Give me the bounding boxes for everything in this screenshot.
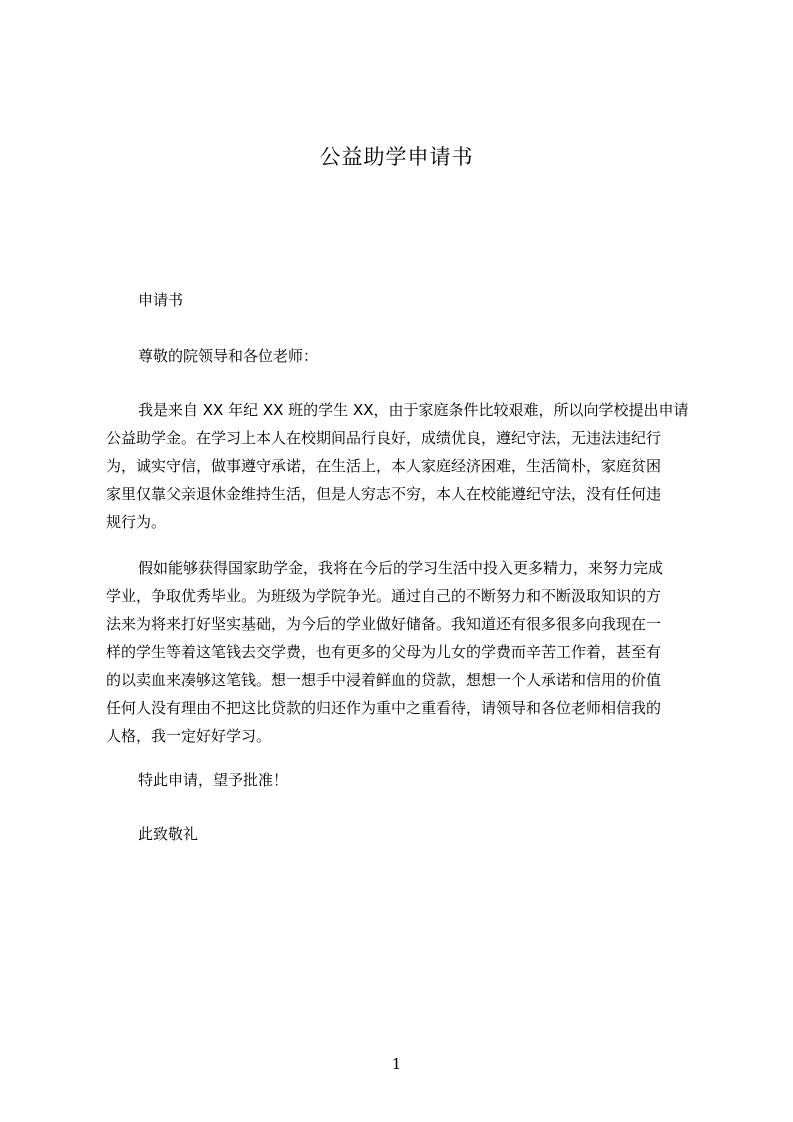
paragraph-1 [106, 396, 700, 536]
paragraph-1-line: 为，诚实守信，做事遵守承诺，在生活上，本人家庭经济困难，生活简朴，家庭贫困 [106, 457, 662, 475]
paragraph-2-line: 任何人没有理由不把这比贷款的归还作为重中之重看待，请领导和各位老师相信我的 [106, 699, 662, 717]
paragraph-1-line: 公益助学金。在学习上本人在校期间品行良好，成绩优良，遵纪守法，无违法违纪行 [106, 429, 662, 447]
salutation: 尊敬的院领导和各位老师： [138, 347, 319, 365]
paragraph-2-line: 样的学生等着这笔钱去交学费，也有更多的父母为儿女的学费而辛苦工作着，甚至有 [106, 643, 662, 661]
paragraph-1-line: 规行为。 [106, 513, 167, 531]
page-number: 1 [391, 1055, 402, 1073]
closing-salute: 此致敬礼 [138, 825, 199, 843]
paragraph-1-line: 家里仅靠父亲退休金维持生活，但是人穷志不穷，本人在校能遵纪守法，没有任何违 [106, 485, 662, 503]
paragraph-2-line: 假如能够获得国家助学金，我将在今后的学习生活中投入更多精力，来努力完成 [138, 559, 664, 577]
closing-request: 特此申请，望予批准！ [138, 771, 289, 789]
paragraph-2 [106, 554, 700, 750]
document-title: 公益助学申请书 [319, 145, 474, 169]
document-heading: 申请书 [138, 291, 184, 309]
paragraph-2-line: 学业，争取优秀毕业。为班级为学院争光。通过自己的不断努力和不断汲取知识的方 [106, 587, 662, 605]
paragraph-2-line: 的以卖血来凑够这笔钱。想一想手中浸着鲜血的贷款，想想一个人承诺和信用的价值 [106, 671, 662, 689]
paragraph-1-line: 我是来自 XX 年纪 XX 班的学生 XX，由于家庭条件比较艰难，所以向学校提出申请 [138, 401, 689, 419]
paragraph-2-line: 法来为将来打好坚实基础，为今后的学业做好储备。我知道还有很多很多向我现在一 [106, 615, 662, 633]
paragraph-2-line: 人格，我一定好好学习。 [106, 727, 272, 745]
